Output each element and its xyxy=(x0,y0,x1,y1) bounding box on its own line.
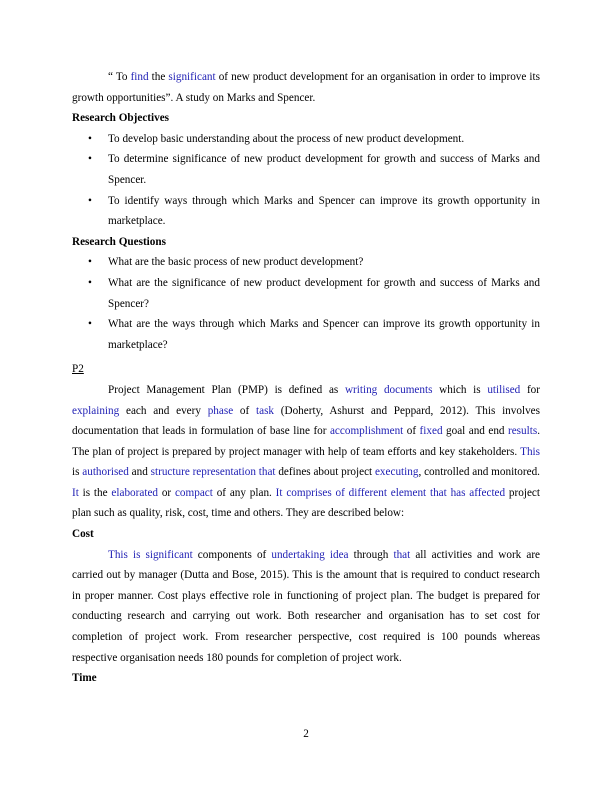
bullet-icon: • xyxy=(88,276,92,289)
highlighted-word: elaborated xyxy=(111,486,159,499)
list-item xyxy=(72,129,540,150)
highlighted-word: structure representation that xyxy=(150,466,276,479)
highlighted-word: compact xyxy=(174,486,213,499)
list-item-text: To develop basic understanding about the process of new product development. xyxy=(108,132,465,145)
list-item xyxy=(72,191,540,232)
highlighted-word: find xyxy=(130,71,149,83)
list-item-text: What are the significance of new product development for growth and success of Marks and Spencer? xyxy=(108,276,540,310)
list-item xyxy=(72,149,540,190)
intro-text: “ To xyxy=(108,71,131,83)
research-questions-list xyxy=(72,252,540,355)
research-objectives-list xyxy=(72,129,540,232)
time-heading: Time xyxy=(72,672,97,685)
bullet-icon: • xyxy=(88,194,92,207)
highlighted-word: significant xyxy=(168,71,216,83)
cost-paragraph: This is significant components of undertaking idea through that all activities and work are carried out by manager (Dutta and Bose, 2015). This is the amount that is required to conduct research in proper manner. Cost plays effective role in functioning of project plan. The budget is prepared for conducting research and carrying out work. Both researcher and organisation has to set cost for completion of project work. From researcher perspective, cost required is 100 pounds whereas respective organisation needs 180 pounds for completion of project work. xyxy=(72,548,541,664)
highlighted-word: authorised xyxy=(82,466,129,479)
highlighted-word: task xyxy=(256,404,275,417)
list-item-text: To identify ways through which Marks and Spencer can improve its growth opportunity in marketplace. xyxy=(108,194,540,228)
document-page xyxy=(72,67,540,689)
page-number: 2 xyxy=(303,728,309,740)
highlighted-word: utilised xyxy=(487,383,521,396)
highlighted-word: undertaking idea xyxy=(271,548,349,561)
highlighted-word: It xyxy=(72,486,79,499)
list-item-text: What are the basic process of new product development? xyxy=(108,256,364,269)
list-item xyxy=(72,252,540,273)
cost-heading: Cost xyxy=(72,528,94,541)
highlighted-word: results xyxy=(507,425,538,438)
highlighted-word: explaining xyxy=(72,404,120,417)
research-objectives-heading: Research Objectives xyxy=(72,112,170,125)
highlighted-word: that xyxy=(393,548,411,561)
list-item xyxy=(72,273,540,314)
intro-paragraph xyxy=(72,67,540,108)
list-item-text: To determine significance of new product development for growth and success of Marks and Spencer. xyxy=(108,153,540,186)
highlighted-word: executing xyxy=(374,466,419,479)
intro-text: of new product development for an organisation in order to improve its growth opportunities”. A study on Marks and Spencer. xyxy=(72,71,540,104)
highlighted-word: It comprises of different element that has affected xyxy=(275,486,506,499)
list-item-text: What are the ways through which Marks and Spencer can improve its growth opportunity in marketplace? xyxy=(108,318,540,351)
bullet-icon: • xyxy=(88,153,92,166)
highlighted-word: writing documents xyxy=(344,383,433,396)
highlighted-word: accomplishment xyxy=(329,425,404,438)
highlighted-word: phase xyxy=(207,404,234,417)
intro-text: the xyxy=(148,71,169,83)
section-label-p2: P2 xyxy=(72,363,84,376)
highlighted-word: This is significant xyxy=(108,548,193,561)
bullet-icon: • xyxy=(88,256,92,269)
pmp-paragraph: Project Management Plan (PMP) is defined as writing documents which is utilised for explaining each and every phase of task (Doherty, Ashurst and Peppard, 2012). This involves documentation that leads in formulation of base line for accomplishment of fixed goal and end results. The plan of project is prepared by project manager with help of team efforts and key stakeholders. This is authorised and structure representation that defines about project executing, controlled and monitored. It is the elaborated or compact of any plan. It comprises of different element that has affected project plan such as quality, risk, cost, time and others. They are described below: xyxy=(72,383,540,520)
highlighted-word: fixed xyxy=(419,425,443,438)
list-item xyxy=(72,314,540,355)
highlighted-word: This xyxy=(520,445,540,458)
research-questions-heading: Research Questions xyxy=(72,235,166,248)
bullet-icon: • xyxy=(88,132,92,145)
bullet-icon: • xyxy=(88,318,92,331)
